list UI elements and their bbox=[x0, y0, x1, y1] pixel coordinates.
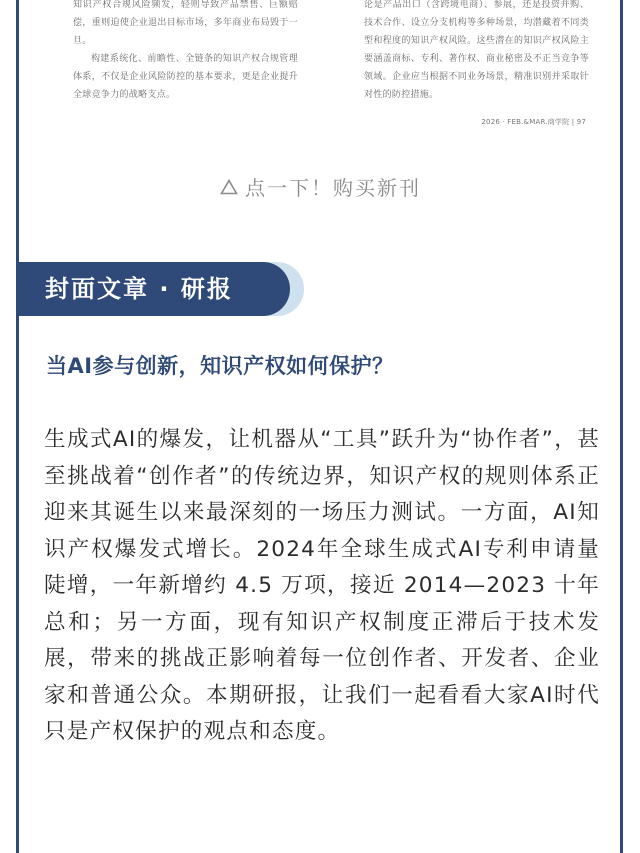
magazine-page-snippet bbox=[60, 0, 590, 132]
snippet-left-column bbox=[73, 0, 298, 104]
buy-link-text: 点一下！购买新刊 bbox=[245, 176, 421, 200]
article-body: 生成式AI的爆发，让机器从“工具”跃升为“协作者”，甚至挑战着“创作者”的传统边界，知识产权的规则体系正迎来其诞生以来最深刻的一场压力测试。一方面，AI知识产权爆发式增长。2024年全球生成式AI专利申请量陡增，一年新增约 4.5 万项，接近 2014—2023 十年总和；另一方面，现有知识产权制度正滞后于技术发展，带来的挑战正影响着每一位创作者、开发者、企业家和普通公众。本期研报，让我们一起看看大家AI时代只是产权保护的观点和态度。 bbox=[44, 427, 600, 744]
triangle-outline-icon bbox=[219, 176, 239, 200]
snippet-left-paragraph: 构建系统化、前瞻性、全链条的知识产权合规管理体系，不仅是企业风险防控的基本要求，更是企业提升全球竞争力的战略支点。 bbox=[73, 54, 298, 100]
frame-right-border bbox=[620, 0, 623, 853]
article-title: 当AI参与创新，知识产权如何保护？ bbox=[46, 354, 394, 378]
snippet-right-column bbox=[364, 0, 589, 104]
frame-left-border bbox=[16, 0, 19, 853]
section-tag-label: 封面文章 · 研报 bbox=[45, 275, 233, 303]
buy-new-issue-link[interactable] bbox=[0, 172, 640, 201]
page-footer: 2026 · FEB.&MAR.商学院 | 97 bbox=[481, 118, 586, 126]
snippet-right-paragraph: 论是产品出口（含跨境电商）、参展，还是投资并购、技术合作、设立分支机构等多种场景，均潜藏着不同类型和程度的知识产权风险。这些潜在的知识产权风险主要涵盖商标、专利、著作权、商业秘密及不正当竞争等领域。企业应当根据不同业务场景，精准识别并采取针对性的防控措施。 bbox=[364, 0, 589, 100]
snippet-left-paragraph: 知识产权合规风险频发，轻则导致产品禁售、巨额赔偿，重则迫使企业退出目标市场，多年商业布局毁于一旦。 bbox=[73, 0, 298, 46]
section-tag bbox=[19, 262, 309, 316]
